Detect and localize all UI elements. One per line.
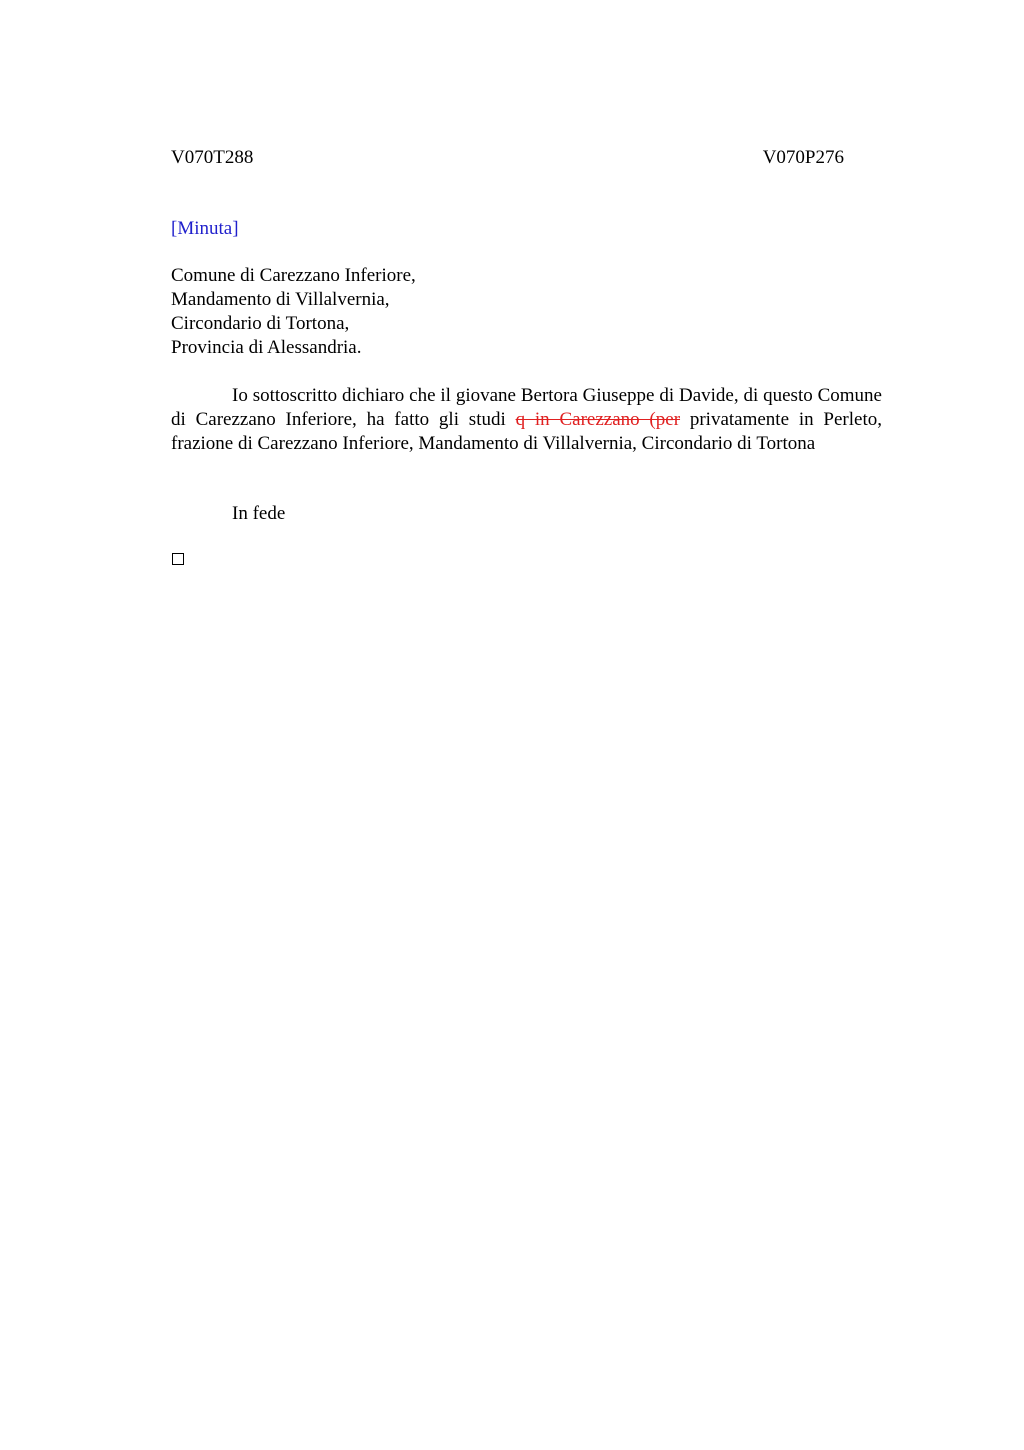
declaration-paragraph bbox=[171, 384, 882, 456]
address-line: Circondario di Tortona, bbox=[171, 313, 350, 334]
document-code-right: V070P276 bbox=[762, 147, 844, 168]
document-code-left: V070T288 bbox=[171, 147, 254, 168]
struck-deletion: q in Carezzano (per bbox=[515, 409, 681, 430]
empty-box-icon bbox=[172, 553, 184, 565]
declaration-text-start: Io sottoscritto dichiaro che il giovane Bertora Giuseppe di Davide, di questo Comune di Carezzano Inferiore, ha fatto gli studi bbox=[171, 385, 882, 430]
address-line: Provincia di Alessandria. bbox=[171, 337, 362, 358]
closing-formula: In fede bbox=[232, 503, 286, 524]
document-header bbox=[171, 146, 882, 170]
minuta-label: [Minuta] bbox=[171, 218, 239, 239]
document-page bbox=[171, 146, 882, 524]
address-line: Comune di Carezzano Inferiore, bbox=[171, 265, 416, 286]
address-line: Mandamento di Villalvernia, bbox=[171, 289, 390, 310]
address-block bbox=[171, 264, 416, 360]
declaration-text-end: privatamente in Perleto, frazione di Carezzano Inferiore, Mandamento di Villalvernia, Circondario di Tortona bbox=[171, 409, 882, 454]
